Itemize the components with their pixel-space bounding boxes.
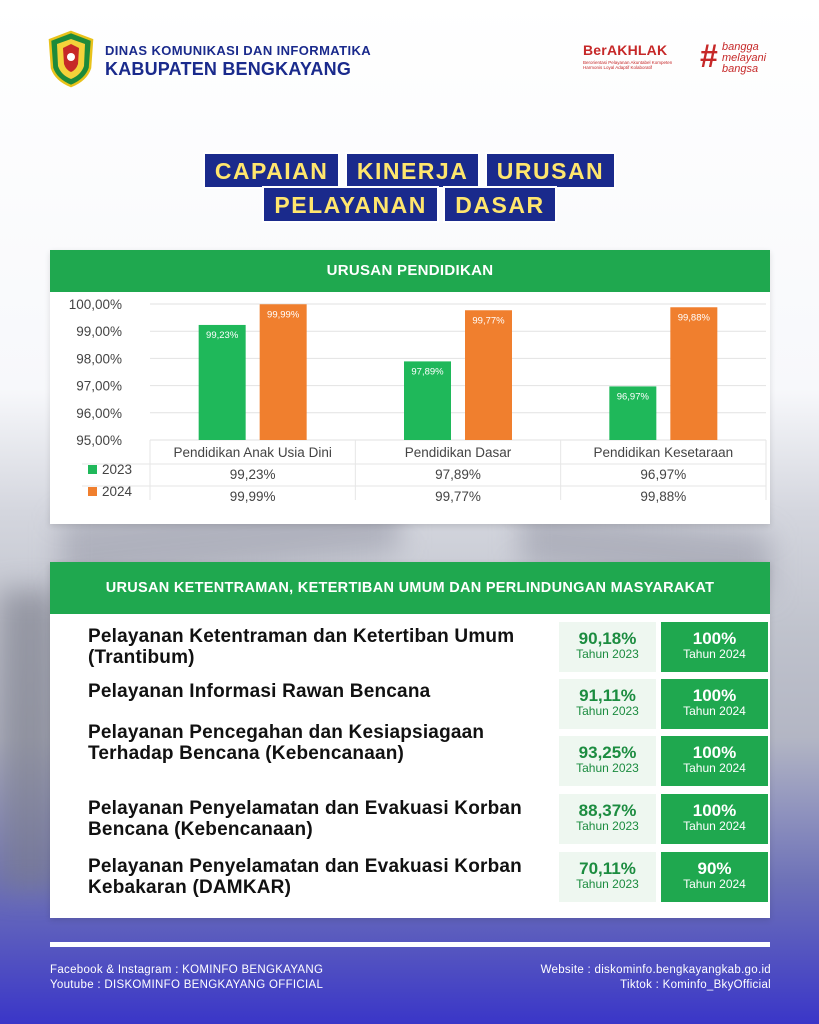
table-value: 96,97% bbox=[640, 467, 687, 482]
row-label: Pelayanan Penyelamatan dan Evakuasi Korban Bencana (Kebencanaan) bbox=[88, 798, 522, 840]
bar bbox=[260, 304, 307, 440]
org-line2: KABUPATEN BENGKAYANG bbox=[105, 59, 352, 79]
value-2024-cell bbox=[661, 794, 768, 844]
value-2024: 100% bbox=[692, 629, 737, 648]
year-2023-label: Tahun 2023 bbox=[576, 704, 639, 718]
year-2024-label: Tahun 2024 bbox=[683, 647, 746, 661]
value-2024-cell bbox=[661, 736, 768, 786]
bar-data-label: 99,23% bbox=[206, 329, 239, 341]
table-value: 99,77% bbox=[435, 489, 481, 504]
table-value: 99,99% bbox=[229, 489, 276, 504]
y-tick-label: 96,00% bbox=[76, 405, 122, 421]
category-label: Pendidikan Anak Usia Dini bbox=[173, 445, 332, 460]
page-title-row1 bbox=[0, 152, 819, 189]
y-tick-label: 98,00% bbox=[76, 351, 122, 367]
row-label: Pelayanan Ketentraman dan Ketertiban Umum (Trantibum) bbox=[88, 626, 515, 668]
bar bbox=[670, 307, 717, 440]
title-word: DASAR bbox=[443, 186, 556, 223]
bangga-melayani-bangsa-logo bbox=[700, 38, 780, 78]
year-2023-label: Tahun 2023 bbox=[576, 761, 639, 775]
education-bar-chart bbox=[50, 292, 770, 524]
category-label: Pendidikan Kesetaraan bbox=[593, 445, 734, 460]
row-label: Pelayanan Pencegahan dan Kesiapsiagaan Terhadap Bencana (Kebencanaan) bbox=[88, 722, 485, 764]
value-2023: 93,25% bbox=[578, 743, 637, 762]
bar bbox=[465, 310, 512, 440]
y-tick-label: 99,00% bbox=[76, 324, 122, 340]
value-2024: 100% bbox=[692, 743, 737, 762]
education-card bbox=[50, 250, 770, 524]
value-2023: 90,18% bbox=[578, 629, 637, 648]
value-2024-cell bbox=[661, 679, 768, 729]
year-2023-label: Tahun 2023 bbox=[576, 647, 639, 661]
org-line1: DINAS KOMUNIKASI DAN INFORMATIKA bbox=[105, 43, 372, 58]
table-value: 99,88% bbox=[640, 489, 687, 504]
value-2023-cell bbox=[559, 736, 656, 786]
title-word: KINERJA bbox=[345, 152, 480, 189]
value-2023: 70,11% bbox=[579, 859, 636, 878]
regency-emblem-icon bbox=[48, 30, 94, 88]
hashtag-icon: # bbox=[700, 38, 718, 74]
value-2023-cell bbox=[559, 794, 656, 844]
value-2023-cell bbox=[559, 622, 656, 672]
footer-contact bbox=[541, 963, 771, 993]
bar-data-label: 99,99% bbox=[267, 309, 300, 321]
year-2024-label: Tahun 2024 bbox=[683, 877, 746, 891]
safety-heading: URUSAN KETENTRAMAN, KETERTIBAN UMUM DAN PERLINDUNGAN MASYARAKAT bbox=[50, 562, 770, 614]
value-2023-cell bbox=[559, 852, 656, 902]
education-heading: URUSAN PENDIDIKAN bbox=[50, 250, 770, 292]
legend-label: 2023 bbox=[102, 462, 133, 477]
value-2024-cell bbox=[661, 622, 768, 672]
value-2023: 91,11% bbox=[579, 686, 636, 705]
footer-social bbox=[50, 963, 323, 993]
value-2023-cell bbox=[559, 679, 656, 729]
title-word: CAPAIAN bbox=[203, 152, 341, 189]
legend-swatch bbox=[88, 487, 97, 496]
bar-data-label: 99,77% bbox=[472, 315, 505, 327]
year-2024-label: Tahun 2024 bbox=[683, 761, 746, 775]
safety-card bbox=[50, 562, 770, 918]
year-2024-label: Tahun 2024 bbox=[683, 704, 746, 718]
y-tick-label: 95,00% bbox=[76, 433, 122, 448]
bangga-line3: bangsa bbox=[722, 63, 759, 75]
footer-divider bbox=[50, 942, 770, 947]
bangga-line1: bangga bbox=[722, 41, 759, 53]
title-word: PELAYANAN bbox=[262, 186, 438, 223]
berakhlak-subtitle: Berorientasi Pelayanan Akuntabel Kompeten Harmonis Loyal Adaptif Kolaboratif bbox=[583, 60, 673, 70]
legend-swatch bbox=[88, 465, 97, 474]
bar-data-label: 96,97% bbox=[616, 391, 649, 403]
bar-data-label: 97,89% bbox=[411, 366, 444, 378]
category-label: Pendidikan Dasar bbox=[404, 445, 512, 460]
footer-website: Website : diskominfo.bengkayangkab.go.id bbox=[540, 964, 771, 976]
header bbox=[48, 30, 772, 90]
row-label: Pelayanan Penyelamatan dan Evakuasi Korban Kebakaran (DAMKAR) bbox=[88, 856, 522, 898]
bangga-line2: melayani bbox=[722, 52, 767, 64]
value-2024: 100% bbox=[692, 801, 737, 820]
year-2024-label: Tahun 2024 bbox=[683, 819, 746, 833]
value-2023: 88,37% bbox=[578, 801, 637, 820]
footer-youtube: Youtube : DISKOMINFO BENGKAYANG OFFICIAL bbox=[50, 979, 324, 991]
year-2023-label: Tahun 2023 bbox=[576, 877, 639, 891]
footer-facebook-instagram: Facebook & Instagram : KOMINFO BENGKAYANG bbox=[50, 964, 324, 976]
bar-data-label: 99,88% bbox=[677, 312, 710, 324]
table-value: 99,23% bbox=[229, 467, 276, 482]
bangga-words bbox=[722, 42, 766, 75]
berakhlak-logo bbox=[583, 42, 688, 78]
footer-tiktok: Tiktok : Kominfo_BkyOfficial bbox=[620, 979, 771, 991]
row-label: Pelayanan Informasi Rawan Bencana bbox=[88, 681, 431, 702]
legend-label: 2024 bbox=[102, 484, 133, 499]
y-tick-label: 97,00% bbox=[76, 378, 122, 394]
organization-name bbox=[105, 43, 371, 80]
value-2024-cell bbox=[661, 852, 768, 902]
value-2024: 100% bbox=[692, 686, 737, 705]
value-2024: 90% bbox=[697, 859, 732, 878]
bar bbox=[199, 325, 246, 440]
title-word: URUSAN bbox=[485, 152, 616, 189]
berakhlak-title: BerAKHLAK bbox=[583, 42, 668, 58]
table-value: 97,89% bbox=[435, 467, 481, 482]
year-2023-label: Tahun 2023 bbox=[576, 819, 639, 833]
page-title-row2 bbox=[0, 186, 819, 223]
y-tick-label: 100,00% bbox=[68, 297, 122, 312]
